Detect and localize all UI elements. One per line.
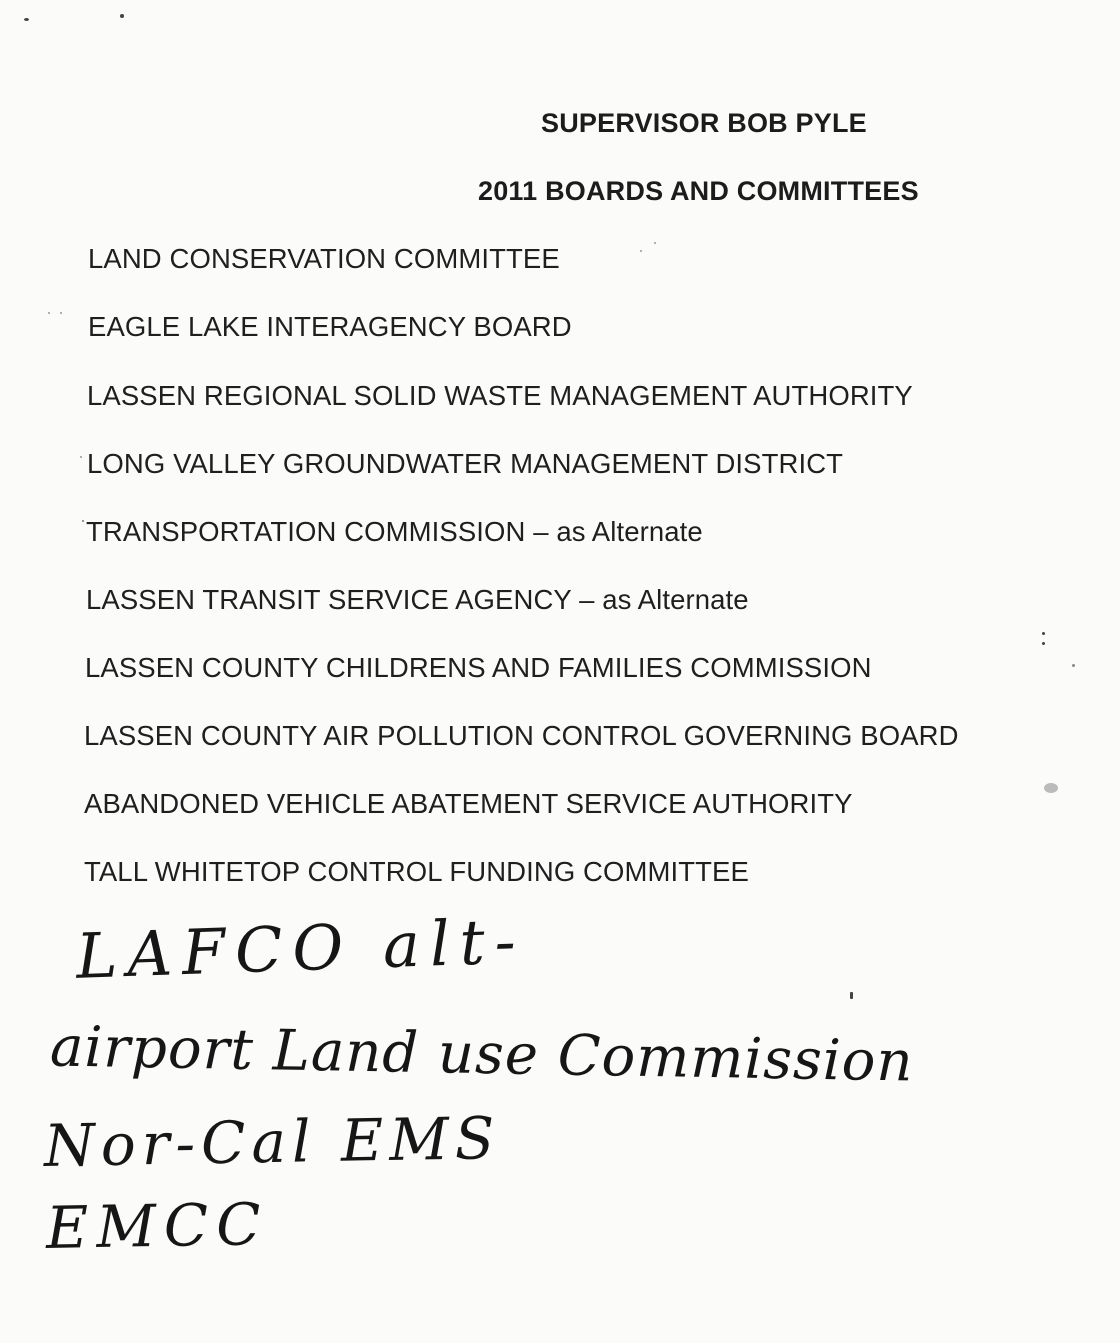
committee-entry: LONG VALLEY GROUNDWATER MANAGEMENT DISTRICT xyxy=(87,448,844,479)
document-title: SUPERVISOR BOB PYLE xyxy=(541,108,867,138)
handwritten-note: EMCC xyxy=(45,1190,270,1262)
handwritten-note: Nor-Cal EMS xyxy=(43,1104,501,1180)
committee-entry: LAND CONSERVATION COMMITTEE xyxy=(88,243,560,274)
committee-entry: ABANDONED VEHICLE ABATEMENT SERVICE AUTHORITY xyxy=(84,788,853,819)
committee-entry: LASSEN REGIONAL SOLID WASTE MANAGEMENT AUTHORITY xyxy=(87,380,913,411)
scan-speck xyxy=(1042,642,1045,645)
committee-entry: LASSEN COUNTY AIR POLLUTION CONTROL GOVERNING BOARD xyxy=(84,720,959,751)
scan-speck xyxy=(60,312,62,314)
document-subtitle: 2011 BOARDS AND COMMITTEES xyxy=(478,176,919,206)
committee-entry: EAGLE LAKE INTERAGENCY BOARD xyxy=(88,311,572,342)
scan-speck xyxy=(48,312,50,314)
scan-speck xyxy=(1044,783,1058,793)
scan-speck xyxy=(640,250,642,252)
scan-speck xyxy=(1042,632,1045,635)
scan-speck xyxy=(1072,664,1075,667)
scan-speck xyxy=(120,14,124,18)
committee-entry: TALL WHITETOP CONTROL FUNDING COMMITTEE xyxy=(84,856,749,887)
committee-entry: LASSEN COUNTY CHILDRENS AND FAMILIES COMMISSION xyxy=(85,652,872,683)
handwritten-note: LAFCO alt- xyxy=(74,904,527,993)
scan-speck xyxy=(850,992,853,999)
scan-speck xyxy=(80,456,82,458)
committee-entry: LASSEN TRANSIT SERVICE AGENCY – as Alternate xyxy=(86,584,749,615)
committee-entry: TRANSPORTATION COMMISSION – as Alternate xyxy=(86,516,703,547)
handwritten-note: airport Land use Commission xyxy=(49,1014,915,1095)
scan-speck xyxy=(24,18,29,21)
scan-speck xyxy=(82,520,84,522)
scan-speck xyxy=(654,242,656,244)
